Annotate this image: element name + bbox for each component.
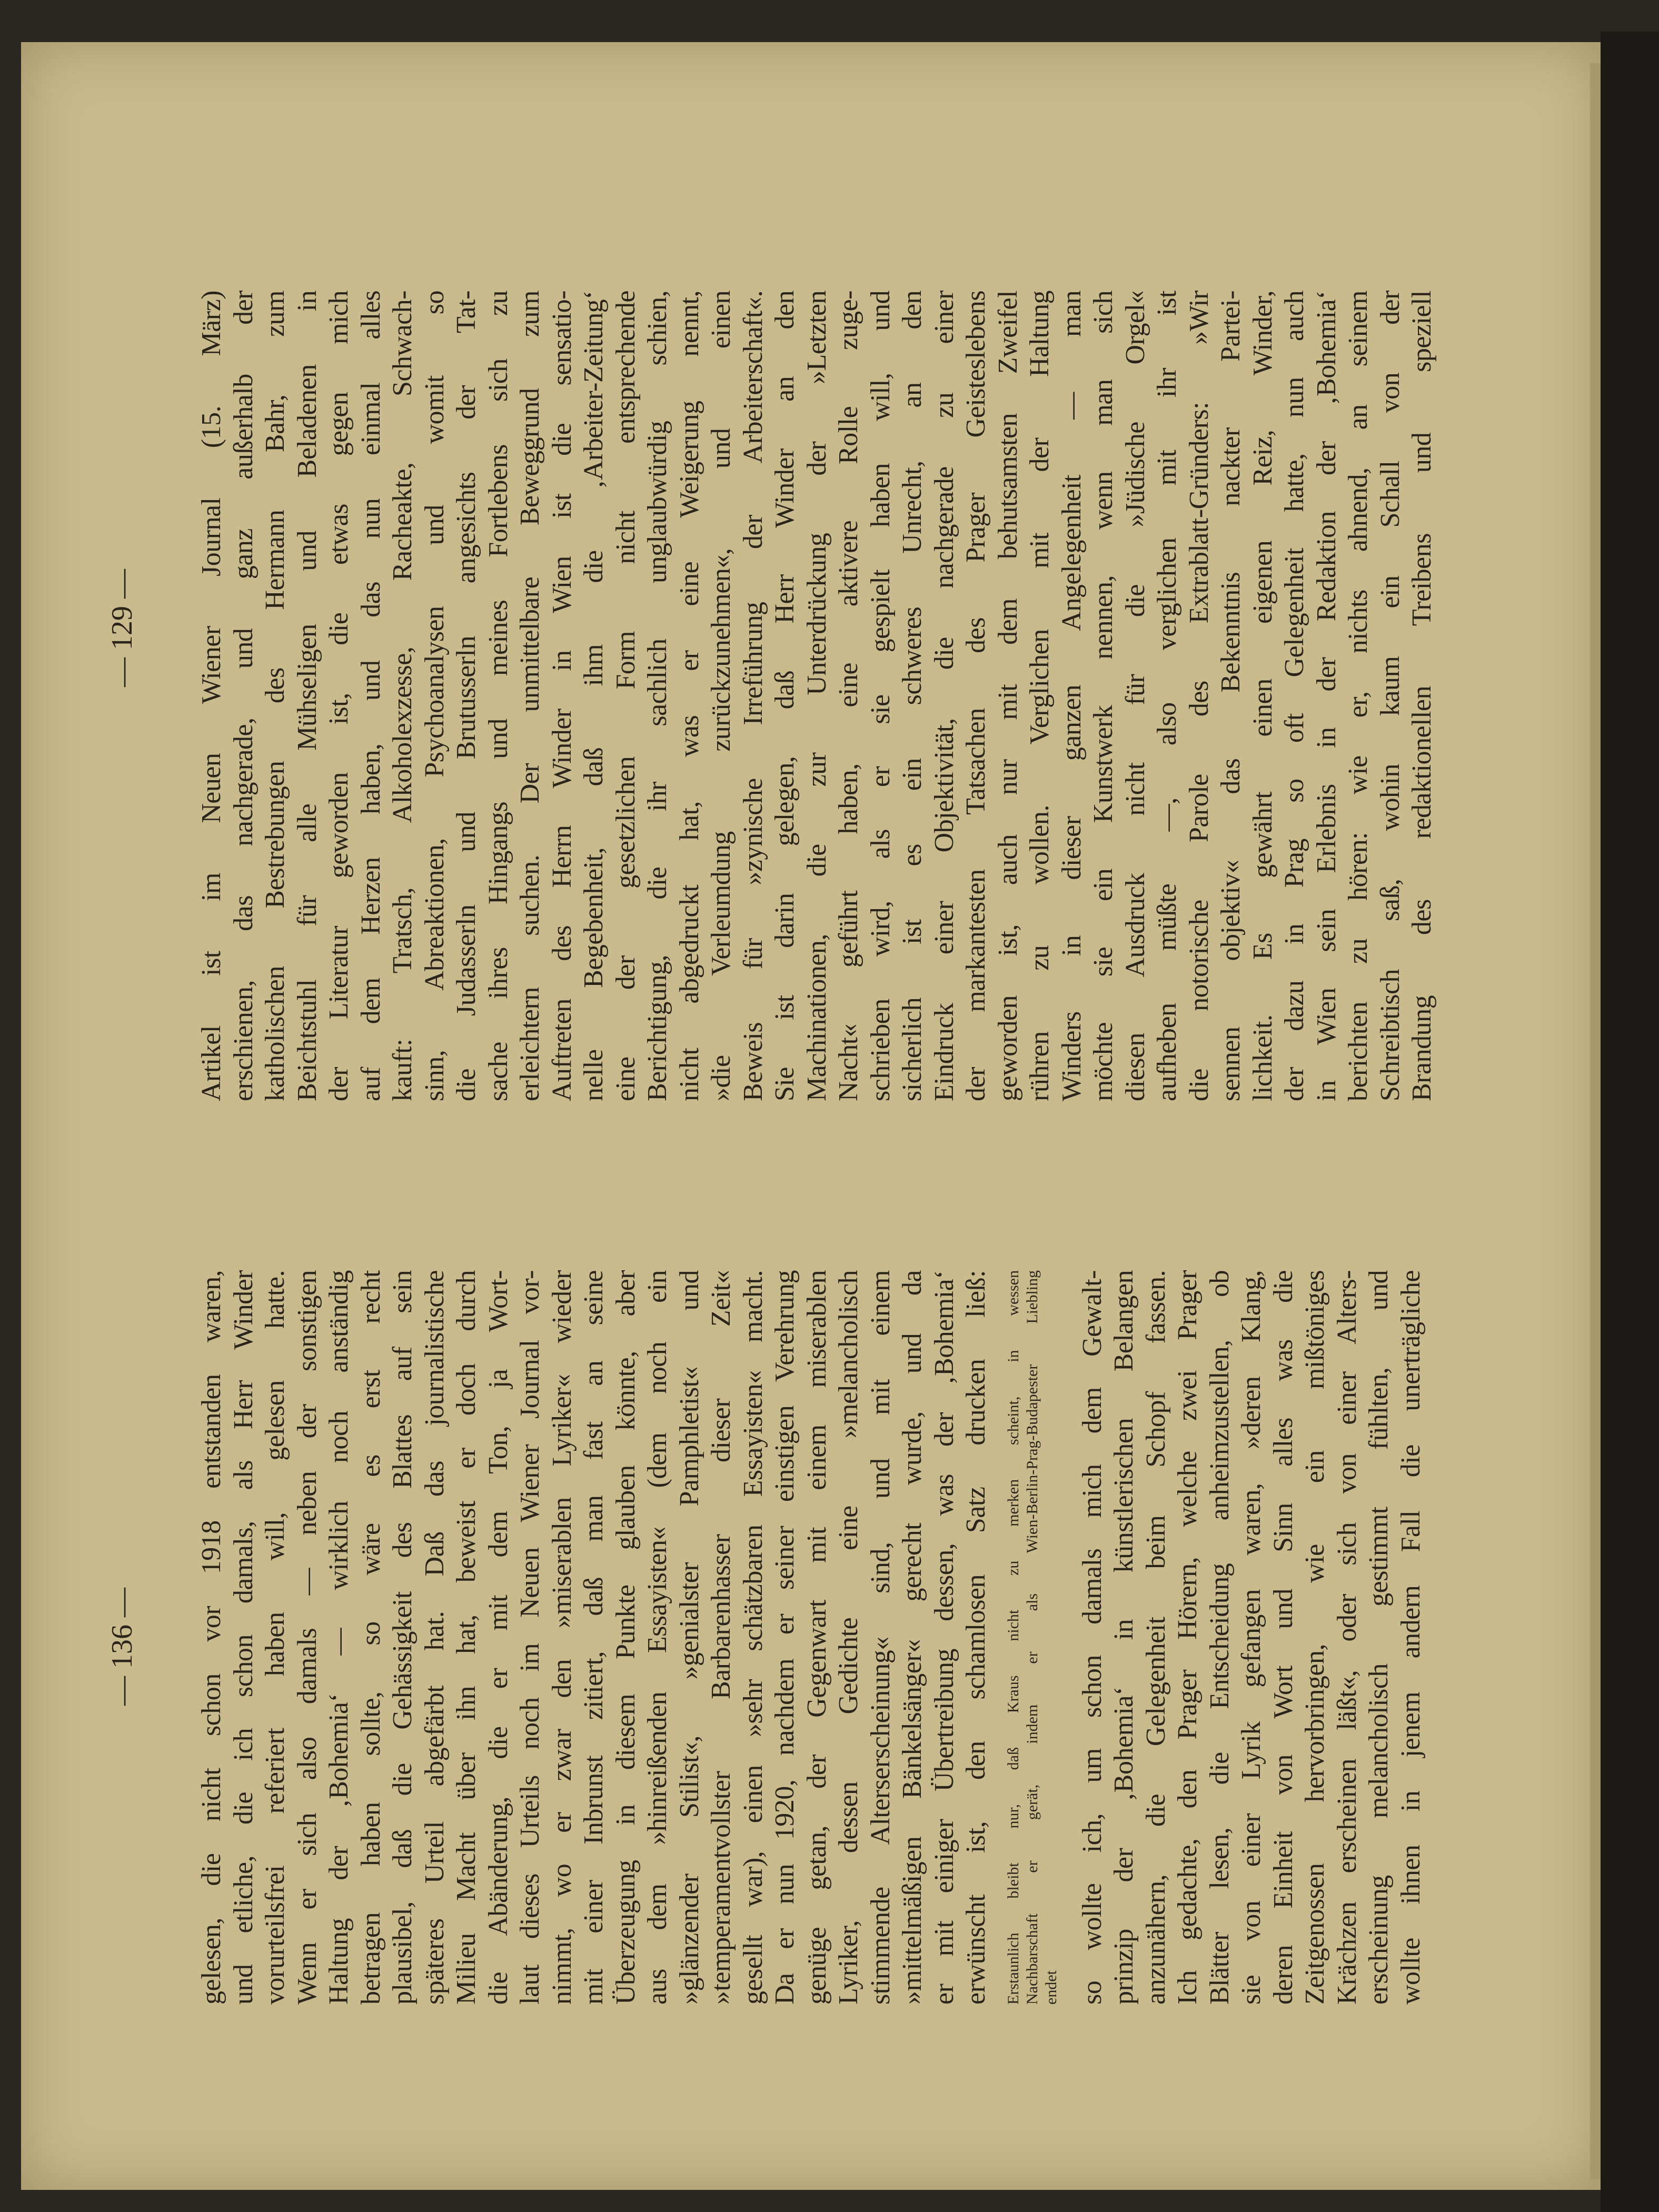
text-line: Brandung des redaktionellen Treibens und speziell	[1407, 291, 1437, 1101]
text-line: sache ihres Hingangs und meines Fortlebens sich zu	[483, 291, 513, 1101]
text-line: eine der gesetzlichen Form nicht entsprechende	[610, 291, 641, 1101]
text-line: sennen objektiv« das Bekenntnis nackter Partei-	[1216, 291, 1246, 1101]
text-line: möchte sie ein Kunstwerk nennen, wenn man sich	[1088, 291, 1118, 1101]
footnote	[1004, 1270, 1061, 2005]
text-line: Lyriker, dessen Gedichte eine »melancholisch	[833, 1270, 863, 2005]
text-line: Überzeugung in diesem Punkte glauben könnte, aber	[610, 1270, 641, 2005]
text-line: die Judasserln und Brutusserln angesichts der Tat-	[451, 291, 481, 1101]
text-line: laut dieses Urteils noch im Neuen Wiener Journal vor-	[515, 1270, 545, 2005]
text-line: Da er nun 1920, nachdem er seiner einstigen Verehrung	[770, 1270, 800, 2005]
text-line: betragen haben sollte, so wäre es erst recht	[355, 1270, 386, 2005]
text-line: Beichtstuhl für alle Mühseligen und Beladenen in	[292, 291, 322, 1101]
text-line: prinzip der ‚Bohemia‘ in künstlerischen Belangen	[1109, 1270, 1139, 2005]
text-line: Zeitgenossen hervorbringen, wie ein mißtöniges	[1300, 1270, 1330, 2005]
text-line: sicherlich ist es ein schweres Unrecht, an den	[897, 291, 927, 1101]
text-line: erwünscht ist, den schamlosen Satz drucken ließ:	[961, 1270, 991, 2005]
text-line: sie von einer Lyrik gefangen waren, »deren Klang,	[1236, 1270, 1266, 2005]
text-line: »temperamentvollster Barbarenhasser dieser Zeit«	[706, 1270, 736, 2005]
text-line: erscheinung melancholisch gestimmt fühlten, und	[1364, 1270, 1394, 2005]
text-line: schrieben wird, als er sie gespielt haben will, und	[865, 291, 896, 1101]
text-line: Ich gedachte, den Prager Hörern, welche zwei Prager	[1173, 1270, 1203, 2005]
text-line: Machinationen, die zur Unterdrückung der »Letzten	[801, 291, 832, 1101]
text-line: Haltung der ‚Bohemia‘ — wirklich noch anständig	[324, 1270, 354, 2005]
text-line: stimmende Alterserscheinung« sind, und mit einem	[865, 1270, 896, 2005]
page-number-136: — 136 —	[106, 1588, 138, 1706]
text-line: der Literatur geworden ist, die etwas gegen mich	[324, 291, 354, 1101]
text-line: die Abänderung, die er mit dem Ton, ja Wort-	[483, 1270, 513, 2005]
text-line: »glänzender Stilist«, »genialster Pamphletist« und	[674, 1270, 704, 2005]
text-line: vorurteilsfrei referiert haben will, gelesen hatte.	[260, 1270, 290, 2005]
text-line: kauft: Tratsch, Alkoholexzesse, Racheakte, Schwach-	[388, 291, 418, 1101]
text-line: in Wien sein Erlebnis in der Redaktion der ‚Bohemia‘	[1311, 291, 1342, 1101]
text-line: Blätter lesen, die Entscheidung anheimzustellen, ob	[1204, 1270, 1235, 2005]
text-line: aus dem »hinreißenden Essayisten« (dem noch ein	[642, 1270, 672, 2005]
text-line: diesen Ausdruck nicht für die »Jüdische Orgel«	[1120, 291, 1150, 1101]
text-line: katholischen Bestrebungen des Hermann Bahr, zum	[260, 291, 290, 1101]
text-line: nimmt, wo er zwar den »miserablen Lyriker« wieder	[547, 1270, 577, 2005]
text-line: gesellt war), einen »sehr schätzbaren Essayisten« macht.	[738, 1270, 768, 2005]
text-line: »die Verleumdung zurückzunehmen«, und einen	[706, 291, 736, 1101]
text-line: aufheben müßte —, also verglichen mit ihr ist	[1152, 291, 1182, 1101]
text-line: so wollte ich, um schon damals mich dem Gewalt-	[1077, 1270, 1107, 2005]
text-line: geworden ist, auch nur mit dem behutsamsten Zweifel	[992, 291, 1023, 1101]
text-line: gelesen, die nicht schon vor 1918 entstanden waren,	[196, 1270, 226, 2005]
text-line: mit einer Inbrunst zitiert, daß man fast an seine	[579, 1270, 609, 2005]
text-line: erschienen, das nachgerade, und ganz außerhalb der	[228, 291, 259, 1101]
text-line: Beweis für »zynische Irreführung der Arbeiterschaft«.	[738, 291, 768, 1101]
page-number-129: — 129 —	[106, 569, 138, 687]
scan-background-edge	[1601, 32, 1659, 2212]
text-line: der markantesten Tatsachen des Prager Geisteslebens	[961, 291, 991, 1101]
text-line: Schreibtisch saß, wohin kaum ein Schall von der	[1375, 291, 1405, 1101]
text-line: plausibel, daß die Gehässigkeit des Blattes auf sein	[388, 1270, 418, 2005]
text-line: Artikel ist im Neuen Wiener Journal (15. März)	[196, 291, 226, 1101]
text-line: Auftreten des Herrn Winder in Wien ist die sensatio-	[547, 291, 577, 1101]
text-line: Eindruck einer Objektivität, die nachgerade zu einer	[929, 291, 959, 1101]
text-line: wollte ihnen in jenem andern Fall die unerträgliche	[1395, 1270, 1426, 2005]
text-line: nelle Begebenheit, daß ihm die ‚Arbeiter-Zeitung‘	[579, 291, 609, 1101]
text-line: Berichtigung, die ihr sachlich unglaubwürdig schien,	[642, 291, 672, 1101]
text-line: rühren zu wollen. Verglichen mit der Haltung	[1025, 291, 1055, 1101]
text-line: erleichtern suchen. Der unmittelbare Beweggrund zum	[515, 291, 545, 1101]
text-line: Winders in dieser ganzen Angelegenheit — man	[1056, 291, 1087, 1101]
text-line: nicht abgedruckt hat, was er eine Weigerung nennt,	[674, 291, 704, 1101]
text-line: berichten zu hören: wie er, nichts ahnend, an seinem	[1343, 291, 1373, 1101]
footnote-line: endet	[1042, 1970, 1060, 2005]
text-line: und etliche, die ich schon damals, als Herr Winder	[228, 1270, 259, 2005]
text-line: Nacht« geführt haben, eine aktivere Rolle zuge-	[833, 291, 863, 1101]
text-line: Krächzen erscheinen läßt«, oder sich von einer Alters-	[1332, 1270, 1362, 2005]
footnote-line: Erstaunlich bleibt nur, daß Kraus nicht zu merken scheint, in wessen	[1004, 1270, 1022, 2005]
text-line: der dazu in Prag so oft Gelegenheit hatte, nun auch	[1279, 291, 1309, 1101]
text-line: Sie ist darin gelegen, daß Herr Winder an den	[770, 291, 800, 1101]
text-column-page-136	[196, 1270, 1427, 2005]
text-line: lichkeit. Es gewährt einen eigenen Reiz, Winder,	[1247, 291, 1278, 1101]
text-line: anzunähern, die Gelegenheit beim Schopf fassen.	[1140, 1270, 1171, 2005]
text-column-page-129	[196, 291, 1438, 1101]
text-line: er mit einiger Übertreibung dessen, was der ‚Bohemia‘	[929, 1270, 959, 2005]
text-line: genüge getan, der Gegenwart mit einem miserablen	[801, 1270, 832, 2005]
text-line: Wenn er sich also damals — neben der sonstigen	[292, 1270, 322, 2005]
footnote-line: Nachbarschaft er gerät, indem er als Wien-Berlin-Prag-Budapester Liebling	[1023, 1270, 1041, 2005]
text-line: auf dem Herzen haben, und das nun einmal alles	[355, 291, 386, 1101]
text-line: die notorische Parole des Extrablatt-Gründers: »Wir	[1184, 291, 1214, 1101]
text-line: sinn, Abreaktionen, Psychoanalysen und womit so	[419, 291, 450, 1101]
text-line: Milieu Macht über ihn hat, beweist er doch durch	[451, 1270, 481, 2005]
text-line: deren Einheit von Wort und Sinn alles was die	[1268, 1270, 1298, 2005]
text-line: »mittelmäßigen Bänkelsänger« gerecht wurde, und da	[897, 1270, 927, 2005]
text-line: späteres Urteil abgefärbt hat. Daß das journalistische	[419, 1270, 450, 2005]
